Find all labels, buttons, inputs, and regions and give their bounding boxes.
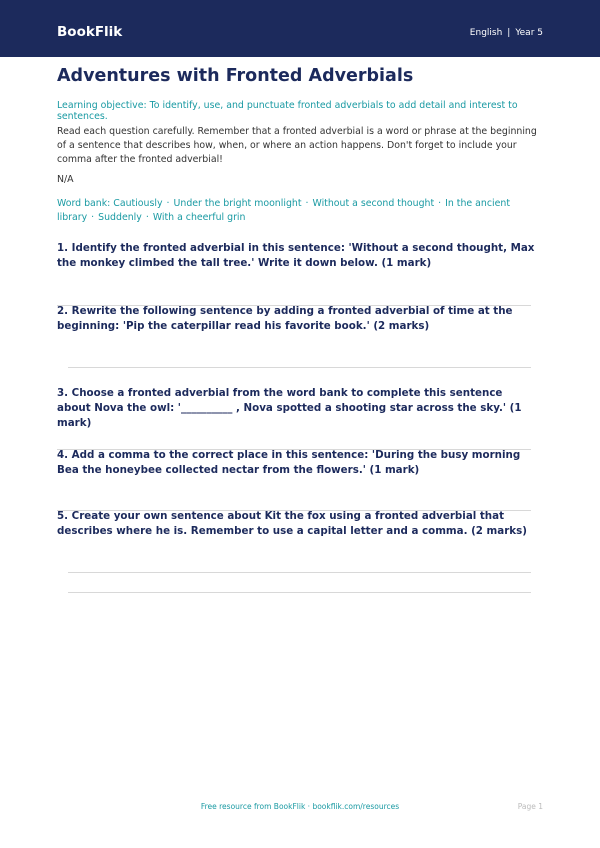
word-bank-item: Without a second thought — [312, 198, 435, 209]
answer-line-q5a[interactable] — [68, 572, 531, 573]
question-1: 1. Identify the fronted adverbial in this sentence: 'Without a second thought, Max the monkey climbed the tall tree.' Write it down below. (1 mark) — [57, 242, 535, 269]
word-bank-separator: · — [91, 212, 95, 223]
answer-line-q2[interactable] — [68, 367, 531, 368]
word-bank-item: Suddenly — [98, 212, 142, 223]
year-label: Year 5 — [515, 28, 543, 38]
worksheet-title: Adventures with Fronted Adverbials — [57, 66, 414, 86]
word-bank-item: With a cheerful grin — [152, 212, 246, 223]
note-text: N/A — [57, 174, 74, 185]
word-bank-item: In the ancient library — [57, 198, 511, 223]
word-bank-separator: · — [305, 198, 309, 209]
subject-label: English — [469, 28, 503, 38]
question-2: 2. Rewrite the following sentence by adding a fronted adverbial of time at the beginning: 'Pip the caterpillar read his favorite book.' (2 marks) — [57, 305, 513, 332]
subject-year-meta — [470, 28, 543, 38]
word-bank — [57, 197, 527, 225]
word-bank-separator: · — [166, 198, 170, 209]
word-bank-separator: · — [145, 212, 149, 223]
header-bar — [0, 0, 600, 57]
answer-line-q5b[interactable] — [68, 592, 531, 593]
question-4: 4. Add a comma to the correct place in this sentence: 'During the busy morning Bea the honeybee collected nectar from the flowers.' (1 mark) — [57, 449, 521, 476]
instructions-paragraph: Read each question carefully. Remember that a fronted adverbial is a word or phrase at the beginning of a sentence that describes how, when, or where an action happens. Don't forget to include your comma after the fronted adverbial! — [57, 126, 537, 165]
question-5: 5. Create your own sentence about Kit the fox using a fronted adverbial that describes where he is. Remember to use a capital letter and a comma. (2 marks) — [57, 510, 527, 537]
page-number: Page 1 — [517, 802, 543, 811]
footer-text: Free resource from BookFlik · bookflik.com/resources — [200, 802, 400, 811]
word-bank-label: Word bank: — [57, 198, 111, 209]
word-bank-item: Under the bright moonlight — [173, 198, 302, 209]
question-3: 3. Choose a fronted adverbial from the word bank to complete this sentence about Nova the owl: '__________ , Nova spotted a shooting star across the sky.' (1 mark) — [57, 387, 522, 429]
meta-separator: | — [507, 28, 511, 38]
word-bank-item: Cautiously — [113, 198, 163, 209]
learning-objective: Learning objective: To identify, use, and punctuate fronted adverbials to add detail and interest to sentences. — [57, 100, 518, 122]
brand-logo-text: BookFlik — [57, 24, 123, 40]
word-bank-separator: · — [438, 198, 442, 209]
